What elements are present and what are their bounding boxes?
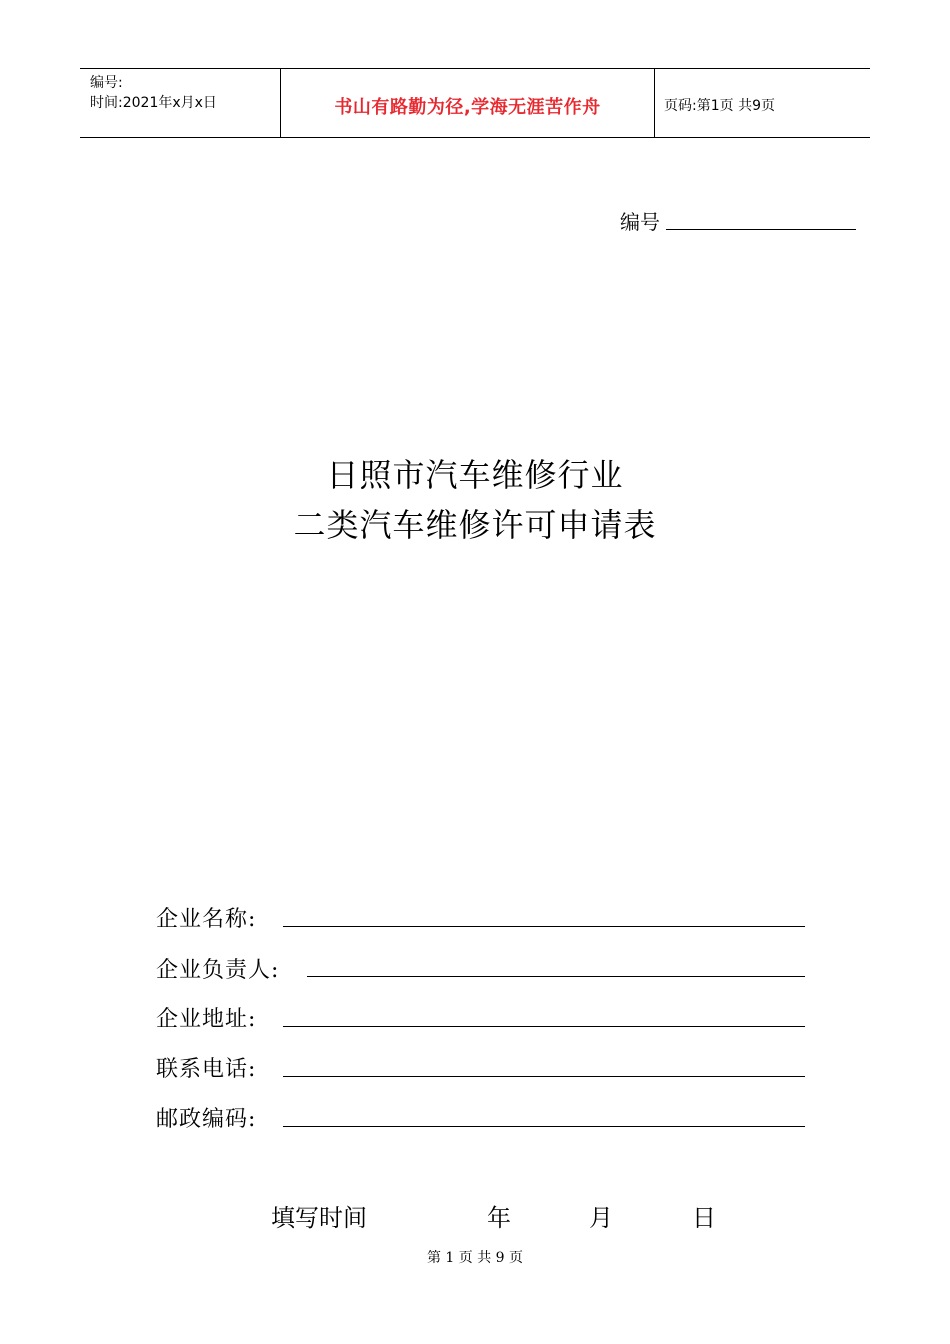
responsible-person-blank[interactable] [307,976,805,977]
header-id-label: 编号: [90,75,123,91]
phone-label: 联系电话: [156,1057,257,1082]
company-name-label: 企业名称: [156,907,257,932]
header-motto-cell [280,69,655,137]
header-motto: 书山有路勤为径,学海无涯苦作舟 [334,97,601,118]
address-label: 企业地址: [156,1007,257,1032]
header-page-info: 页码:第1页 共9页 [664,98,775,114]
fill-date-day: 日 [692,1204,716,1232]
postal-code-label: 邮政编码: [156,1107,257,1132]
title-line-1: 日照市汽车维修行业 [326,456,624,494]
serial-number-blank[interactable] [666,229,856,230]
title-line-2: 二类汽车维修许可申请表 [293,506,657,544]
header-page-cell [654,69,870,137]
fill-date-year: 年 [487,1204,511,1232]
phone-blank[interactable] [283,1076,805,1077]
company-name-blank[interactable] [283,926,805,927]
header-time-label: 时间:2021年x月x日 [90,95,217,111]
fill-date-label: 填写时间 [271,1204,367,1232]
fill-date-month: 月 [589,1204,613,1232]
header-meta-cell [80,69,280,137]
postal-code-blank[interactable] [283,1126,805,1127]
responsible-person-label: 企业负责人: [156,958,280,983]
serial-number-label: 编号 [620,210,660,234]
document-header [80,68,870,138]
address-blank[interactable] [283,1026,805,1027]
page-footer: 第 1 页 共 9 页 [426,1250,524,1266]
